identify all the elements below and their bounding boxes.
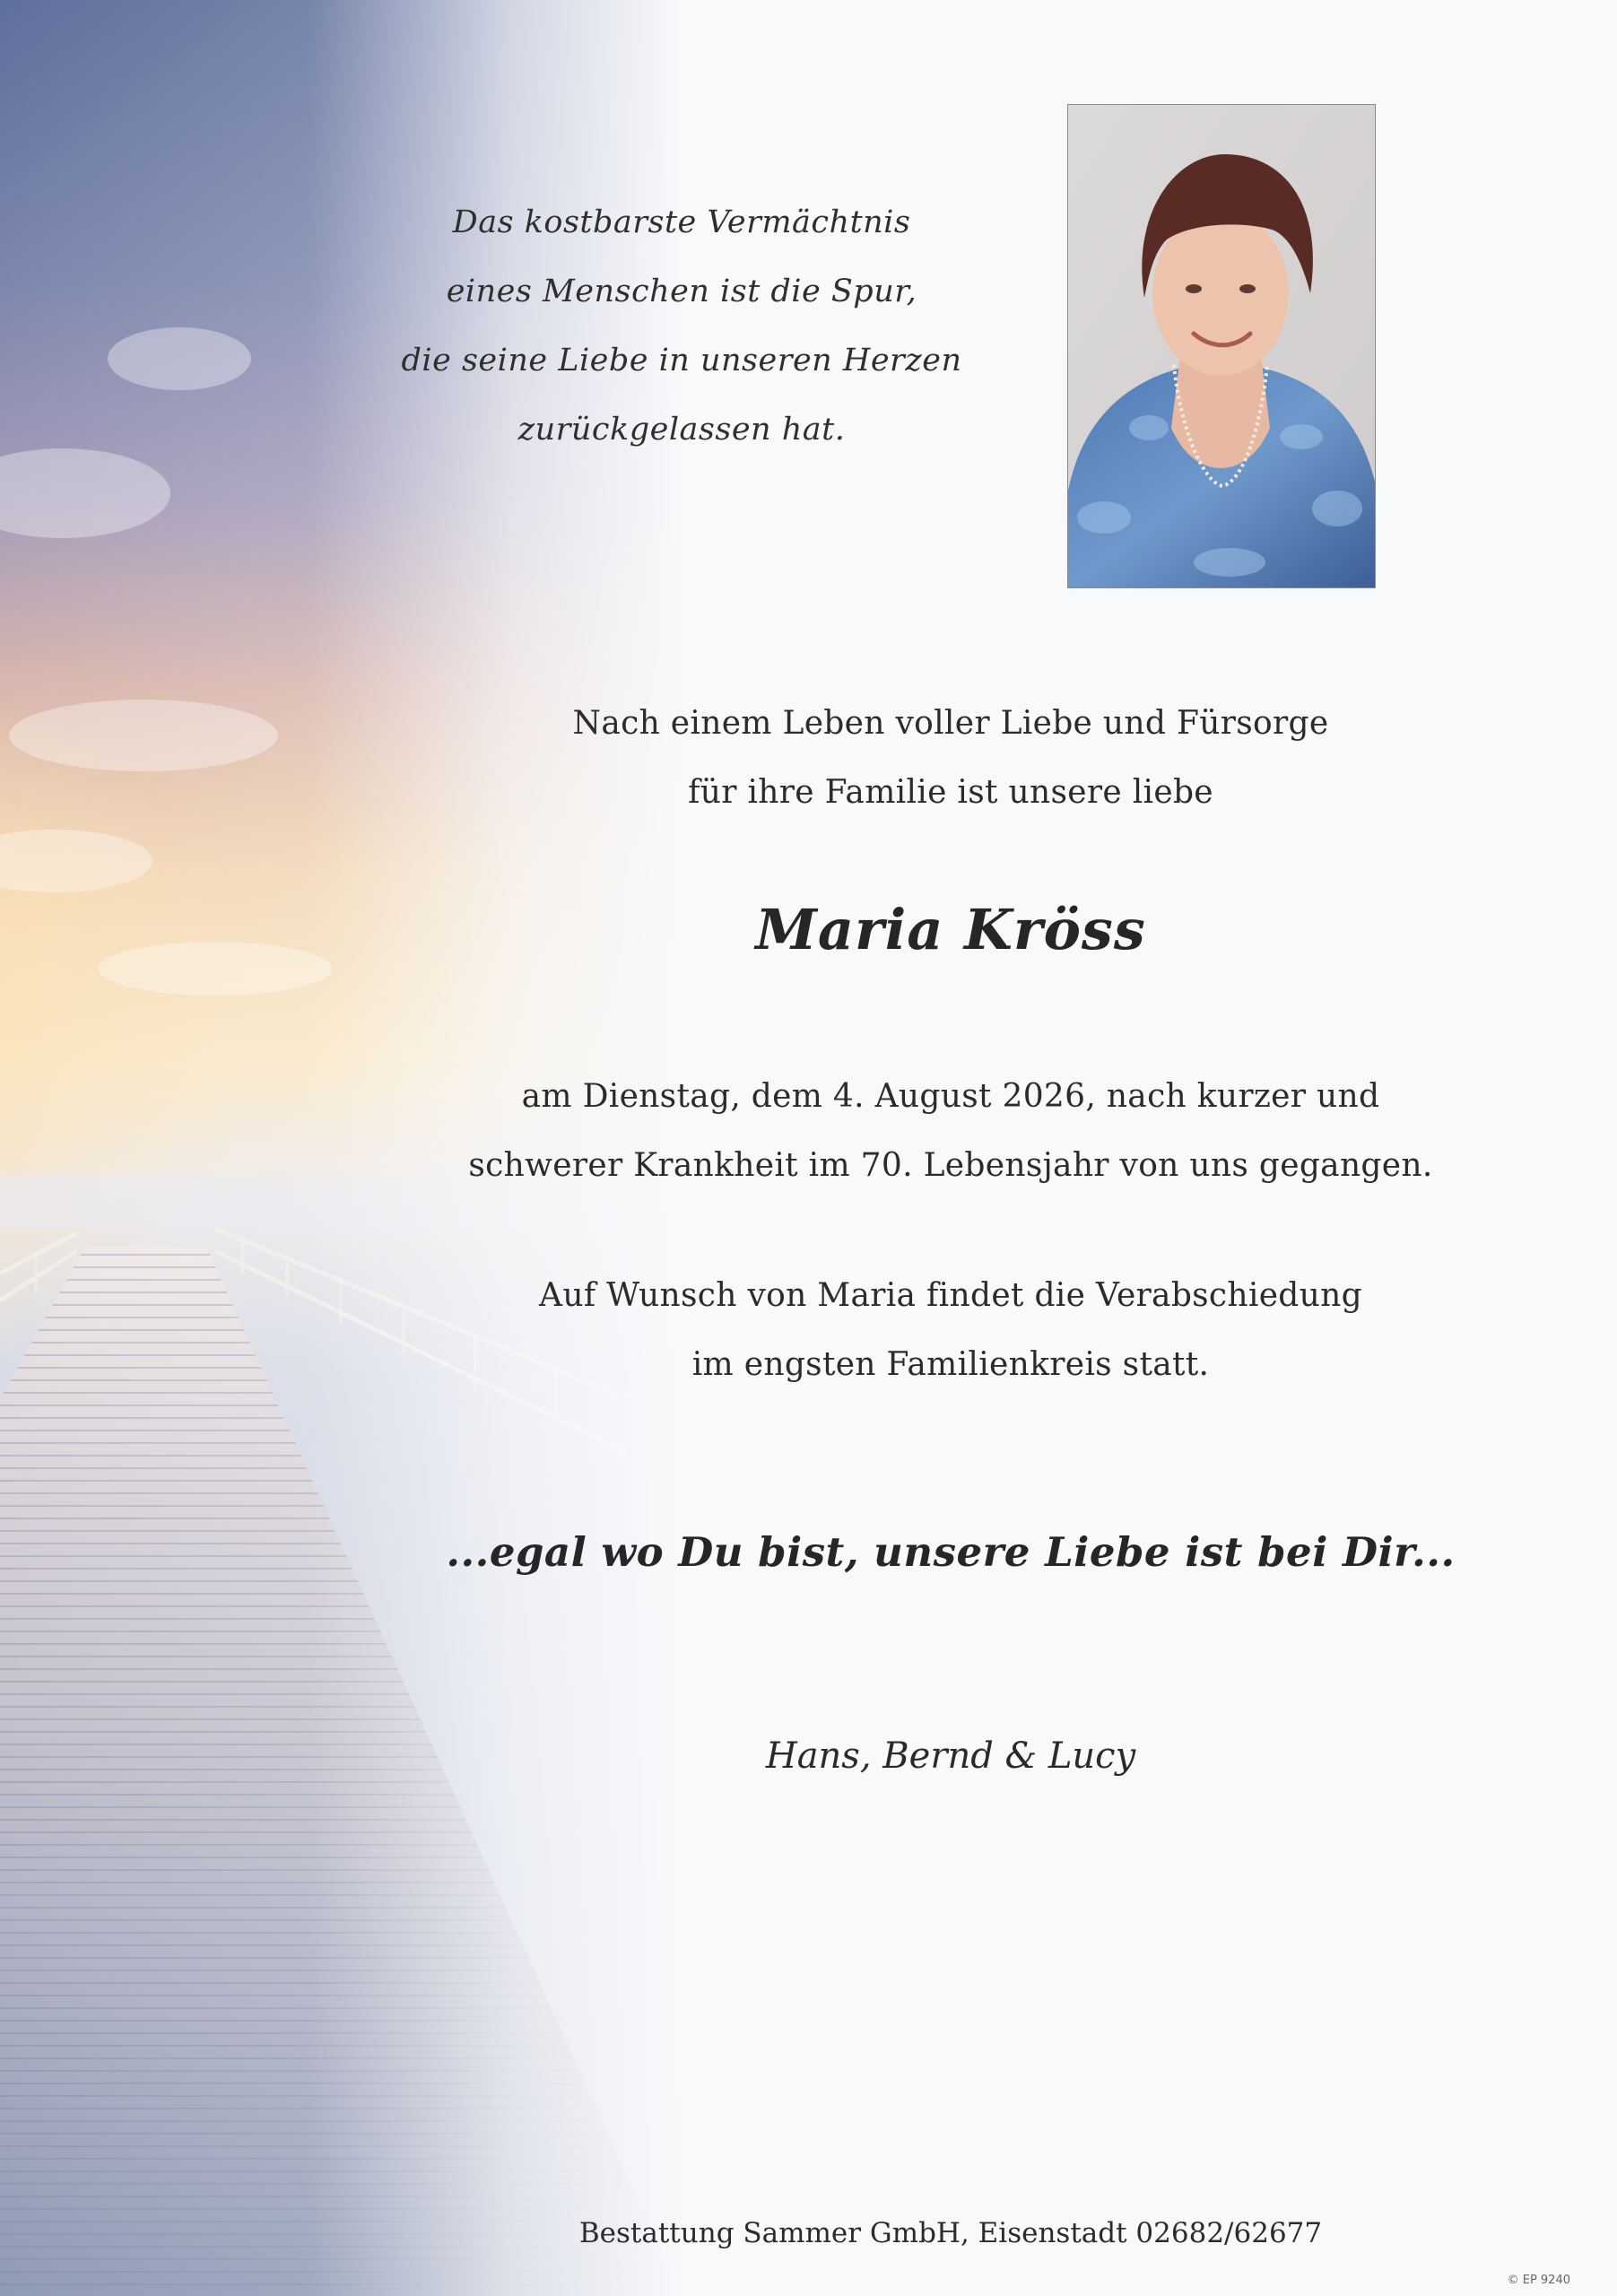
quote-line: zurückgelassen hat. — [517, 412, 846, 448]
quote-line: die seine Liebe in unseren Herzen — [401, 343, 962, 378]
intro-line: Nach einem Leben voller Liebe und Fürsorge — [572, 705, 1329, 742]
death-notice-line: am Dienstag, dem 4. August 2026, nach kurzer und — [521, 1078, 1380, 1115]
family-signature: Hans, Bernd & Lucy — [765, 1735, 1136, 1777]
farewell-text — [395, 1261, 1507, 1399]
motto-text: ...egal wo Du bist, unsere Liebe ist bei Dir... — [446, 1528, 1456, 1576]
intro-text — [395, 689, 1507, 827]
intro-line: für ihre Familie ist unsere liebe — [688, 774, 1213, 811]
death-notice-line: schwerer Krankheit im 70. Lebensjahr von uns gegangen. — [468, 1147, 1433, 1184]
product-code: © EP 9240 — [1507, 2274, 1570, 2287]
quote-block — [395, 188, 969, 465]
farewell-line: im engsten Familienkreis statt. — [691, 1346, 1210, 1383]
deceased-name: Maria Kröss — [755, 897, 1146, 962]
quote-line: eines Menschen ist die Spur, — [446, 274, 917, 309]
farewell-line: Auf Wunsch von Maria findet die Verabschiedung — [539, 1277, 1362, 1314]
death-notice — [395, 1062, 1507, 1200]
funeral-home-footer: Bestattung Sammer GmbH, Eisenstadt 02682/62677 — [578, 2217, 1323, 2249]
quote-line: Das kostbarste Vermächtnis — [452, 204, 911, 240]
portrait-photo — [1067, 104, 1376, 588]
